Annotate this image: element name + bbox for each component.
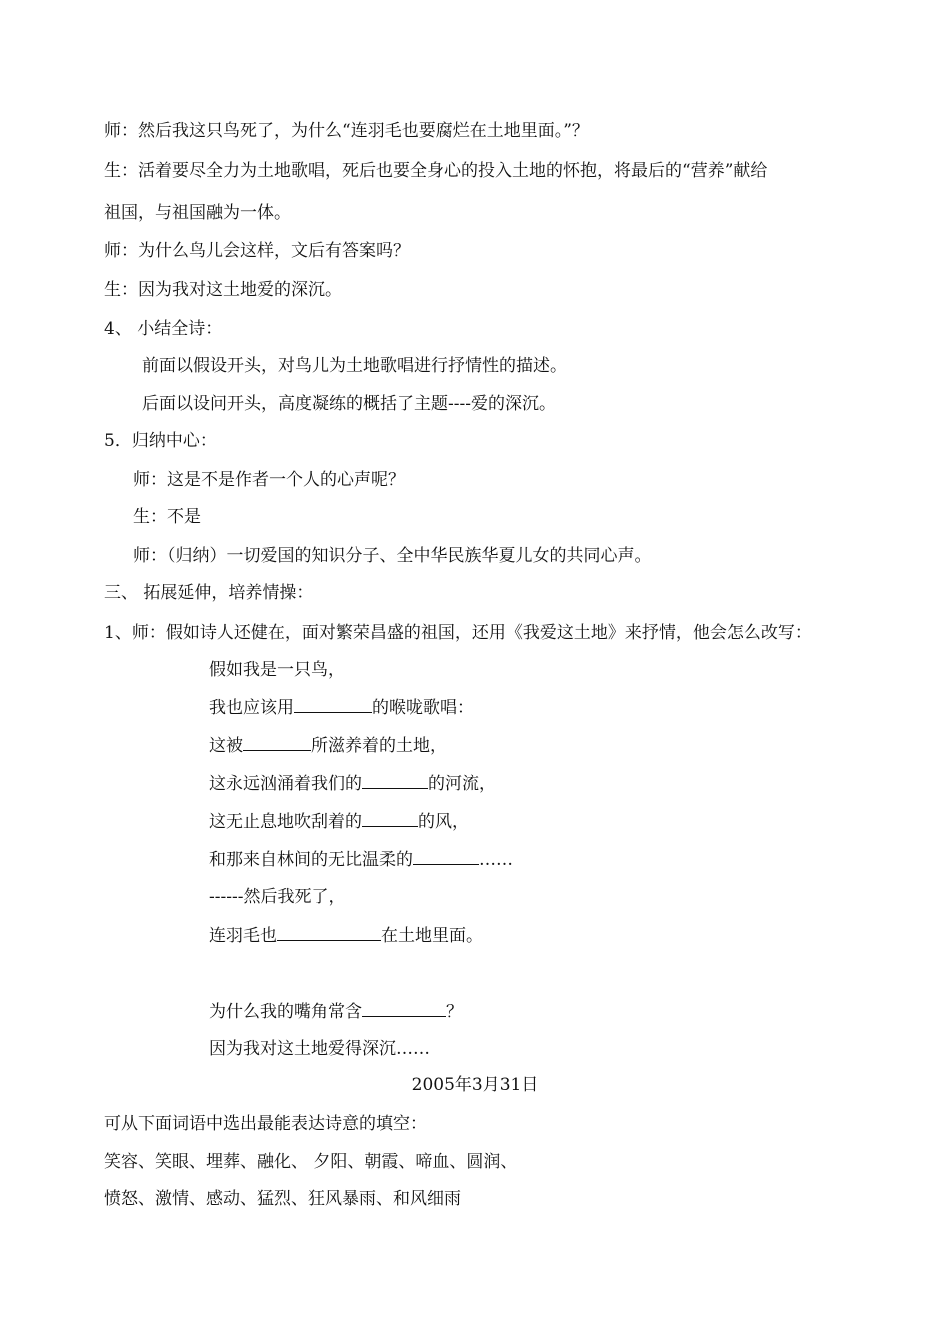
poem-line-9: 为什么我的嘴角常含 ？ [209,1002,463,1022]
poem-line-1: 假如我是一只鸟， [209,660,345,680]
center-teacher: 师：这是不是作者一个人的心声呢？ [133,470,405,490]
poem-line-3: 这被 所滋养着的土地， [209,736,447,756]
poem-line-10: 因为我对这土地爱得深沉…… [209,1039,430,1059]
poem-line-2: 我也应该用 的喉咙歌唱： [209,698,474,718]
center-student: 生：不是 [133,507,201,527]
section-3-heading: 三、 拓展延伸，培养情操： [104,583,314,603]
poem-line-4: 这永远汹涌着我们的 的河流， [209,774,496,794]
word-bank-line-1: 笑容、笑眼、埋葬、融化、 夕阳、朝霞、啼血、圆润、 [104,1152,518,1172]
dialogue-teacher-2: 师：为什么鸟儿会这样，文后有答案吗？ [104,241,410,261]
summary-line-2: 后面以设问开头，高度凝练的概括了主题----爱的深沉。 [142,394,556,414]
fill-blank-3[interactable] [362,772,428,789]
poem-line-8: 连羽毛也 在土地里面。 [209,926,483,946]
extension-question: 1、师：假如诗人还健在，面对繁荣昌盛的祖国，还用《我爱这土地》来抒情，他会怎么改写： [104,623,812,643]
fill-blank-5[interactable] [413,848,479,865]
poem-line-5: 这无止息地吹刮着的 的风， [209,812,469,832]
document-date: 2005年3月31日 [411,1075,539,1095]
summary-line-1: 前面以假设开头，对鸟儿为土地歌唱进行抒情性的描述。 [142,356,567,376]
fill-blank-7[interactable] [362,1000,446,1017]
fill-blank-6[interactable] [277,924,381,941]
word-bank-line-2: 愤怒、激情、感动、猛烈、狂风暴雨、和风细雨 [104,1189,461,1209]
dialogue-teacher-1: 师：然后我这只鸟死了，为什么“连羽毛也要腐烂在土地里面。”？ [104,121,589,141]
section-4-heading: 4、 小结全诗： [104,319,223,339]
dialogue-student-1: 生：活着要尽全力为土地歌唱，死后也要全身心的投入土地的怀抱，将最后的“营养”献给 [104,161,768,181]
fill-blank-1[interactable] [294,696,372,713]
dialogue-student-2: 生：因为我对这土地爱的深沉。 [104,280,342,300]
dialogue-student-1-cont: 祖国，与祖国融为一体。 [104,203,291,223]
word-bank-instruction: 可从下面词语中选出最能表达诗意的填空： [104,1114,427,1134]
fill-blank-2[interactable] [243,734,311,751]
fill-blank-4[interactable] [362,810,418,827]
poem-line-7: ------然后我死了， [209,887,346,907]
center-teacher-summary: 师：（归纳）一切爱国的知识分子、全中华民族华夏儿女的共同心声。 [133,546,652,566]
poem-line-6: 和那来自林间的无比温柔的 …… [209,850,513,870]
section-5-heading: 5．归纳中心： [104,431,217,451]
